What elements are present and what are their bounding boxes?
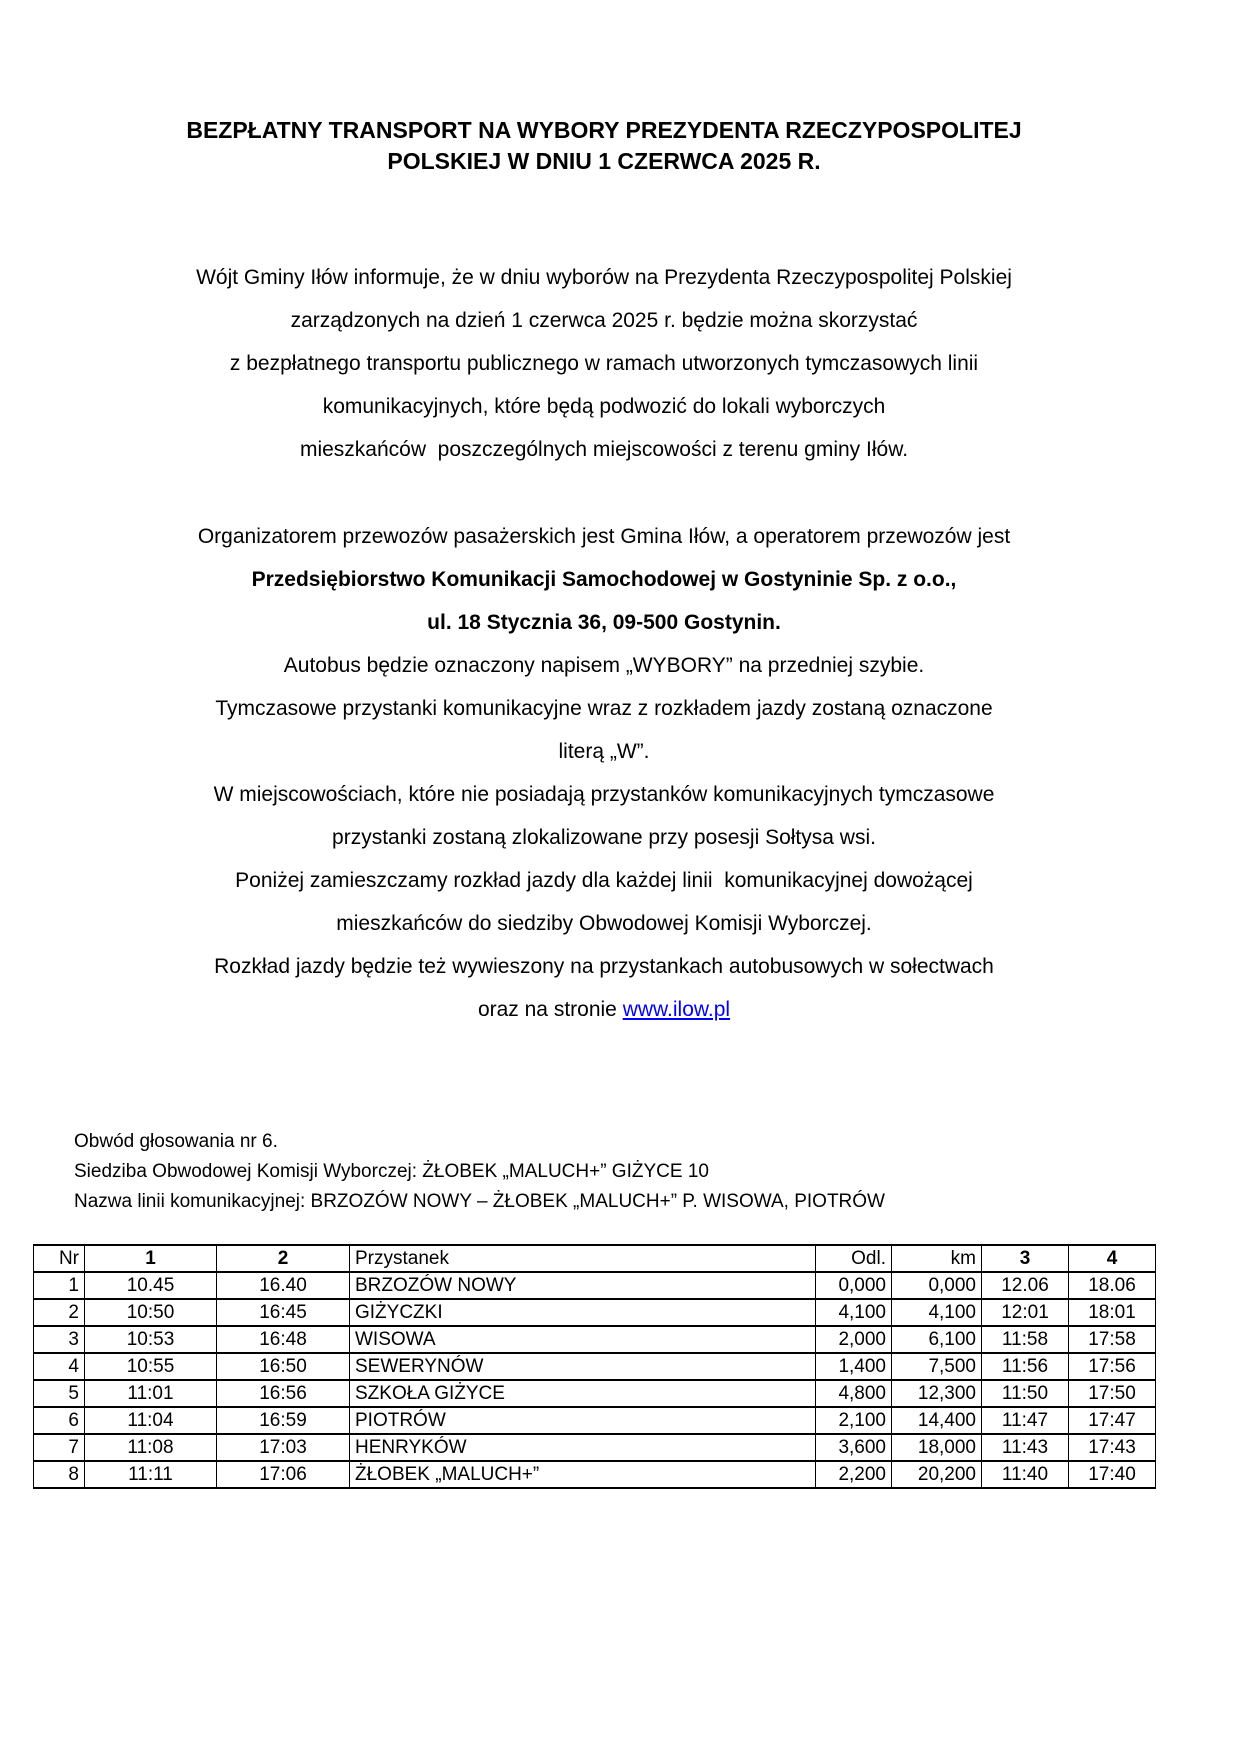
cell-nr: 2 — [34, 1299, 85, 1326]
cell-time-3: 11:47 — [982, 1407, 1069, 1434]
website-line — [34, 988, 1174, 1031]
intro-paragraph — [34, 256, 1174, 471]
cell-time-2: 16:48 — [217, 1326, 350, 1353]
cell-time-3: 12.06 — [982, 1272, 1069, 1299]
bus-marking-line: Autobus będzie oznaczony napisem „WYBORY” na przedniej szybie. — [283, 654, 925, 677]
commission-seat-line: Siedziba Obwodowej Komisji Wyborczej: ŻŁOBEK „MALUCH+” GIŻYCE 10 — [74, 1161, 709, 1182]
intro-line: mieszkańców poszczególnych miejscowości z terenu gminy Iłów. — [299, 438, 909, 461]
table-row — [34, 1272, 1156, 1299]
cell-nr: 8 — [34, 1461, 85, 1488]
cell-km: 12,300 — [892, 1380, 982, 1407]
cell-time-3: 11:50 — [982, 1380, 1069, 1407]
schedule-note-line-2: mieszkańców do siedziby Obwodowej Komisji Wyborczej. — [336, 912, 872, 935]
cell-time-1: 10.45 — [85, 1272, 217, 1299]
table-row — [34, 1299, 1156, 1326]
cell-nr: 5 — [34, 1380, 85, 1407]
schedule-table — [33, 1244, 1156, 1489]
cell-time-3: 12:01 — [982, 1299, 1069, 1326]
intro-line: komunikacyjnych, które będą podwozić do lokali wyborczych — [322, 395, 886, 418]
temporary-stops-line-1: Tymczasowe przystanki komunikacyjne wraz z rozkładem jazdy zostaną oznaczone — [215, 697, 993, 720]
cell-time-4: 17:47 — [1069, 1407, 1156, 1434]
cell-time-1: 10:55 — [85, 1353, 217, 1380]
cell-time-3: 11:58 — [982, 1326, 1069, 1353]
cell-nr: 6 — [34, 1407, 85, 1434]
col-header-run-1: 1 — [85, 1245, 217, 1272]
schedule-table-body — [34, 1272, 1156, 1488]
villages-line-1: W miejscowościach, które nie posiadają przystanków komunikacyjnych tymczasowe — [213, 783, 995, 806]
cell-time-4: 17:58 — [1069, 1326, 1156, 1353]
company-name-line: Przedsiębiorstwo Komunikacji Samochodowej w Gostyninie Sp. z o.o., — [251, 568, 957, 591]
villages-line-2: przystanki zostaną zlokalizowane przy posesji Sołtysa wsi. — [332, 826, 876, 849]
cell-stop: BRZOZÓW NOWY — [350, 1272, 816, 1299]
intro-line: z bezpłatnego transportu publicznego w ramach utworzonych tymczasowych linii — [229, 352, 979, 375]
bus-line-name-line: Nazwa linii komunikacyjnej: BRZOZÓW NOWY – ŻŁOBEK „MALUCH+” P. WISOWA, PIOTRÓW — [74, 1191, 885, 1212]
col-header-nr: Nr — [34, 1245, 85, 1272]
details-paragraph — [34, 515, 1174, 1031]
cell-stop: WISOWA — [350, 1326, 816, 1353]
cell-time-4: 17:50 — [1069, 1380, 1156, 1407]
cell-distance: 4,100 — [816, 1299, 892, 1326]
cell-km: 20,200 — [892, 1461, 982, 1488]
cell-time-3: 11:40 — [982, 1461, 1069, 1488]
temporary-stops-line-2: literą „W”. — [558, 740, 650, 763]
ilow-website-link[interactable]: www.ilow.pl — [622, 998, 731, 1021]
cell-stop: SZKOŁA GIŻYCE — [350, 1380, 816, 1407]
cell-time-4: 17:56 — [1069, 1353, 1156, 1380]
cell-km: 6,100 — [892, 1326, 982, 1353]
table-row — [34, 1407, 1156, 1434]
cell-distance: 4,800 — [816, 1380, 892, 1407]
cell-nr: 4 — [34, 1353, 85, 1380]
company-address-line: ul. 18 Stycznia 36, 09-500 Gostynin. — [427, 611, 781, 634]
col-header-run-2: 2 — [217, 1245, 350, 1272]
cell-time-2: 16:59 — [217, 1407, 350, 1434]
cell-time-3: 11:43 — [982, 1434, 1069, 1461]
posted-note-line: Rozkład jazdy będzie też wywieszony na przystankach autobusowych w sołectwach — [214, 955, 994, 978]
voting-district-info — [74, 1127, 1174, 1217]
cell-nr: 3 — [34, 1326, 85, 1353]
cell-distance: 2,000 — [816, 1326, 892, 1353]
cell-time-1: 10:50 — [85, 1299, 217, 1326]
table-row — [34, 1326, 1156, 1353]
website-prefix-text: oraz na stronie — [477, 998, 623, 1021]
document-title — [34, 0, 1174, 177]
cell-km: 14,400 — [892, 1407, 982, 1434]
cell-time-1: 11:11 — [85, 1461, 217, 1488]
schedule-table-header — [34, 1245, 1156, 1272]
title-line-1: BEZPŁATNY TRANSPORT NA WYBORY PREZYDENTA RZECZYPOSPOLITEJ — [186, 117, 1022, 143]
cell-distance: 1,400 — [816, 1353, 892, 1380]
cell-time-2: 16.40 — [217, 1272, 350, 1299]
intro-line: zarządzonych na dzień 1 czerwca 2025 r. będzie można skorzystać — [290, 309, 918, 332]
col-header-run-3: 3 — [982, 1245, 1069, 1272]
cell-time-2: 17:03 — [217, 1434, 350, 1461]
table-row — [34, 1353, 1156, 1380]
title-line-2: POLSKIEJ W DNIU 1 CZERWCA 2025 R. — [387, 148, 821, 174]
intro-line: Wójt Gminy Iłów informuje, że w dniu wyborów na Prezydenta Rzeczypospolitej Polskiej — [196, 266, 1012, 289]
col-header-distance: Odl. — [816, 1245, 892, 1272]
cell-time-4: 17:40 — [1069, 1461, 1156, 1488]
cell-time-1: 10:53 — [85, 1326, 217, 1353]
cell-km: 0,000 — [892, 1272, 982, 1299]
cell-time-4: 17:43 — [1069, 1434, 1156, 1461]
cell-stop: GIŻYCZKI — [350, 1299, 816, 1326]
col-header-run-4: 4 — [1069, 1245, 1156, 1272]
cell-time-2: 17:06 — [217, 1461, 350, 1488]
cell-km: 4,100 — [892, 1299, 982, 1326]
cell-km: 18,000 — [892, 1434, 982, 1461]
header-row — [34, 1245, 1156, 1272]
cell-time-2: 16:50 — [217, 1353, 350, 1380]
cell-time-1: 11:01 — [85, 1380, 217, 1407]
cell-distance: 0,000 — [816, 1272, 892, 1299]
cell-distance: 2,200 — [816, 1461, 892, 1488]
cell-stop: HENRYKÓW — [350, 1434, 816, 1461]
table-row — [34, 1434, 1156, 1461]
schedule-note-line-1: Poniżej zamieszczamy rozkład jazdy dla każdej linii komunikacyjnej dowożącej — [235, 869, 973, 892]
table-row — [34, 1380, 1156, 1407]
document-page — [34, 0, 1174, 1217]
cell-time-4: 18:01 — [1069, 1299, 1156, 1326]
col-header-stop: Przystanek — [350, 1245, 816, 1272]
cell-time-2: 16:45 — [217, 1299, 350, 1326]
district-number-line: Obwód głosowania nr 6. — [74, 1131, 278, 1152]
cell-time-1: 11:04 — [85, 1407, 217, 1434]
cell-time-3: 11:56 — [982, 1353, 1069, 1380]
cell-time-2: 16:56 — [217, 1380, 350, 1407]
col-header-km: km — [892, 1245, 982, 1272]
cell-time-4: 18.06 — [1069, 1272, 1156, 1299]
table-row — [34, 1461, 1156, 1488]
cell-stop: ŻŁOBEK „MALUCH+” — [350, 1461, 816, 1488]
cell-time-1: 11:08 — [85, 1434, 217, 1461]
cell-nr: 1 — [34, 1272, 85, 1299]
cell-distance: 3,600 — [816, 1434, 892, 1461]
cell-distance: 2,100 — [816, 1407, 892, 1434]
cell-stop: SEWERYNÓW — [350, 1353, 816, 1380]
cell-stop: PIOTRÓW — [350, 1407, 816, 1434]
cell-nr: 7 — [34, 1434, 85, 1461]
cell-km: 7,500 — [892, 1353, 982, 1380]
operator-line: Organizatorem przewozów pasażerskich jest Gmina Iłów, a operatorem przewozów jest — [197, 525, 1011, 548]
